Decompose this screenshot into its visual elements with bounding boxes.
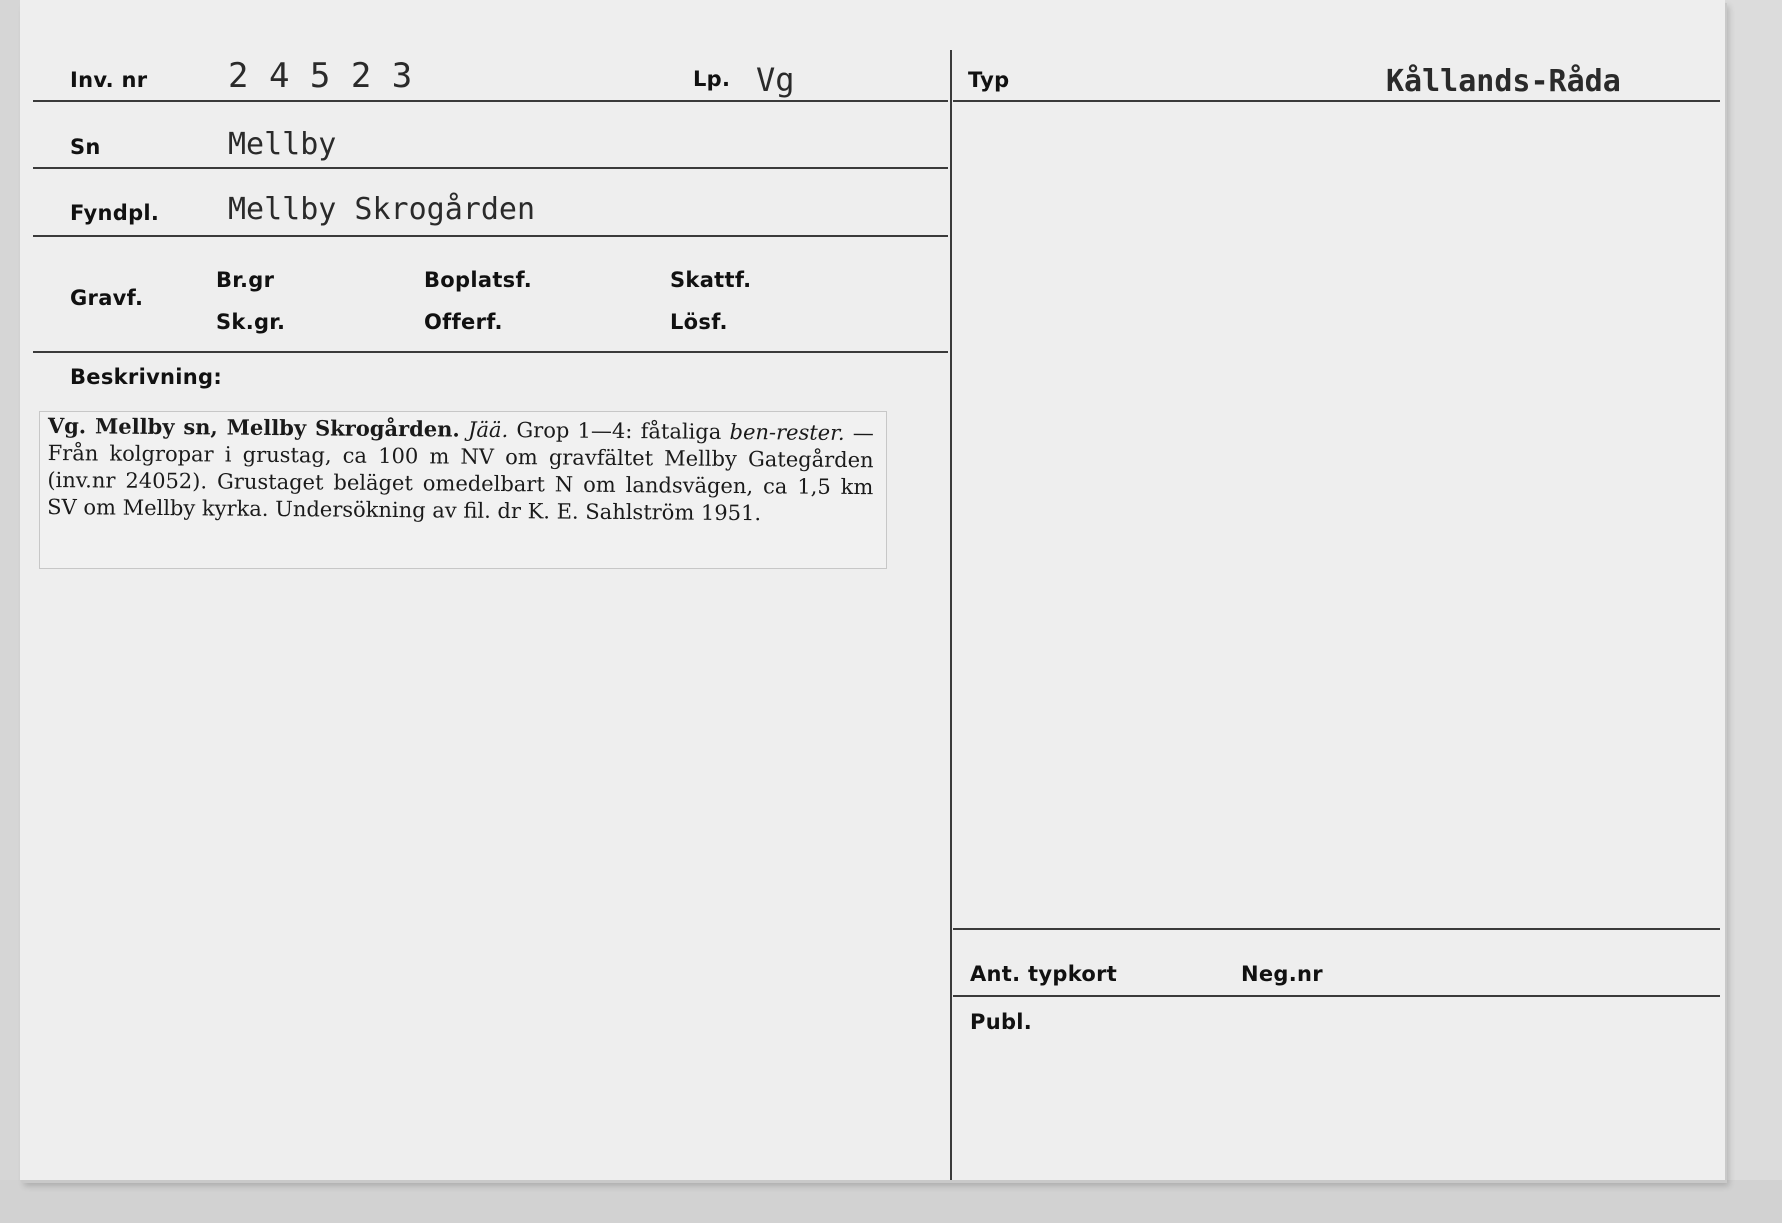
beskrivning-label: Beskrivning: — [70, 365, 223, 389]
sn-label: Sn — [70, 135, 101, 159]
offerf-label: Offerf. — [424, 310, 503, 334]
description-italic-1: Jää. — [467, 417, 509, 443]
description-part-2: — Från kolgropar i grustag, ca 100 m NV om gravfältet Mellby Gategården (inv.nr 24052). Grustaget beläget omedelbart N om landsvägen, ca 1,5 km SV om Mellby kyrka. Undersökning av fil. dr K. E. Sahlström 1951. — [47, 421, 874, 526]
sn-value: Mellby — [228, 127, 337, 162]
rule-gravf — [33, 351, 948, 353]
description-part-1: Grop 1—4: fåtaliga — [516, 418, 722, 444]
rule-ant — [953, 928, 1720, 930]
typ-label: Typ — [968, 68, 1010, 92]
rule-sn — [33, 167, 948, 169]
skattf-label: Skattf. — [670, 268, 752, 292]
neg-nr-label: Neg.nr — [1241, 962, 1323, 986]
background-bottom — [0, 1180, 1782, 1223]
fyndpl-label: Fyndpl. — [70, 201, 160, 225]
br-gr-label: Br.gr — [216, 268, 275, 292]
background-right — [1725, 0, 1782, 1223]
ant-typkort-label: Ant. typkort — [970, 962, 1118, 986]
lp-label: Lp. — [693, 67, 731, 91]
rule-fyndpl — [33, 235, 948, 237]
inv-nr-value: 2 4 5 2 3 — [228, 56, 413, 96]
description-italic-2: ben-rester. — [729, 419, 845, 445]
column-divider — [950, 50, 952, 1180]
lp-value: Vg — [756, 61, 795, 99]
losf-label: Lösf. — [670, 310, 728, 334]
fyndpl-value: Mellby Skrogården — [228, 192, 536, 227]
description-text — [47, 412, 874, 528]
rule-neg — [953, 995, 1720, 997]
boplatsf-label: Boplatsf. — [424, 268, 533, 292]
typ-value: Kållands-Råda — [1386, 64, 1621, 99]
description-heading: Vg. Mellby sn, Mellby Skrogården. — [47, 412, 460, 442]
rule-inv — [33, 100, 948, 102]
sk-gr-label: Sk.gr. — [216, 310, 286, 334]
rule-typ — [953, 100, 1720, 102]
catalog-card — [20, 0, 1725, 1180]
gravf-label: Gravf. — [70, 286, 144, 310]
inv-nr-label: Inv. nr — [70, 68, 148, 92]
publ-label: Publ. — [970, 1010, 1033, 1034]
